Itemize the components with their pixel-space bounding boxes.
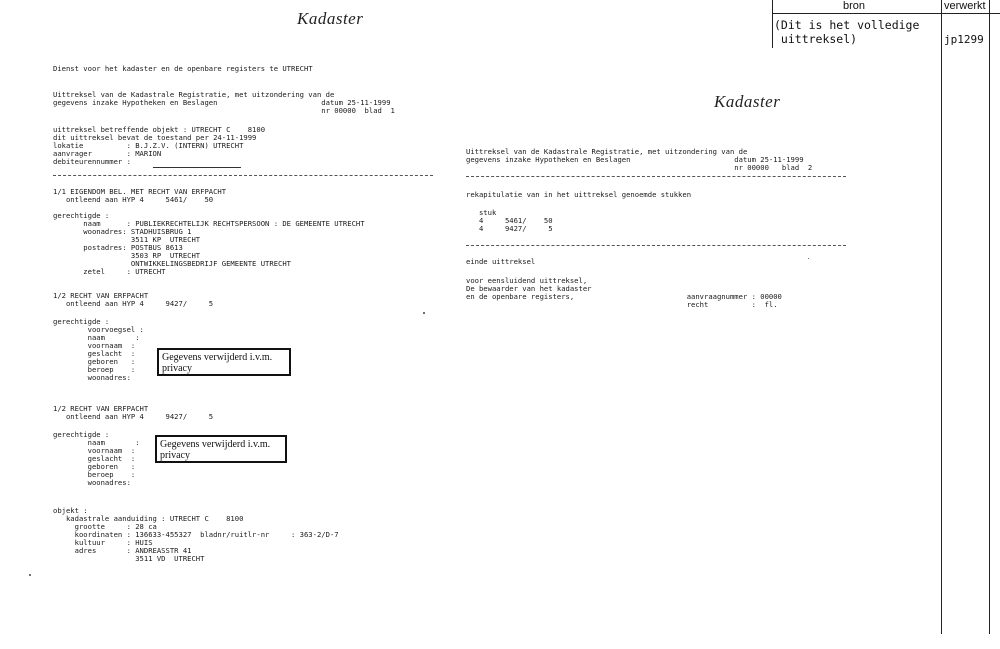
closing-block: voor eensluidend uittreksel, De bewaarder van het kadaster en de openbare registers, aanvraagnummer : 00000 recht : fl. (466, 276, 782, 309)
bron-note-line2: uittreksel) (774, 32, 858, 46)
separator-2 (466, 245, 846, 246)
title-line-2: gegevens inzake Hypotheken en Beslagen datum 25-11-1999 (466, 155, 804, 164)
debiteur-underline (153, 167, 241, 168)
privacy-redaction-1: Gegevens verwijderd i.v.m. privacy (157, 348, 291, 376)
section-2-header: 1/2 RECHT VAN ERFPACHT ontleend aan HYP 4 9427/ 5 (53, 291, 214, 308)
header-right-border (989, 0, 990, 634)
einde-uittreksel: einde uittreksel (466, 257, 536, 266)
service-line: Dienst voor het kadaster en de openbare registers te UTRECHT (53, 64, 313, 73)
title-line-3: nr 00000 blad 1 (53, 106, 395, 115)
recap-heading: rekapitulatie van in het uittreksel genoemde stukken (466, 190, 692, 199)
section-1-body: gerechtigde : naam : PUBLIEKRECHTELIJK RECHTSPERSOON : DE GEMEENTE UTRECHT woonadres: STADHUISBRUG 1 3511 KP UTRECHT postadres: POSTBUS 8613 3503 RP UTRECHT ONTWIKKELINGSBEDRIJF GEMEENTE UTRECHT zetel : UTRECHT (53, 211, 365, 276)
header-column-divider (941, 0, 942, 634)
section-3-body: gerechtigde : naam : voornaam : geslacht : geboren : beroep : woonadres: (53, 430, 140, 487)
separator-1 (53, 175, 433, 176)
bron-note-line1: (Dit is het volledige (774, 18, 920, 32)
kadaster-logo: Kadaster (297, 9, 364, 28)
stuk-list: stuk 4 5461/ 50 4 9427/ 5 (478, 208, 553, 233)
kadaster-logo: Kadaster (714, 92, 781, 111)
title-line-3: nr 00000 blad 2 (466, 163, 813, 172)
verwerkt-value: jp1299 (944, 33, 984, 46)
section-2-body: gerechtigde : voorvoegsel : naam : voornaam : geslacht : geboren : beroep : woonadres: (53, 317, 144, 382)
section-1-header: 1/1 EIGENDOM BEL. MET RECHT VAN ERFPACHT ontleend aan HYP 4 5461/ 50 (53, 187, 227, 204)
title-line-2: gegevens inzake Hypotheken en Beslagen datum 25-11-1999 (53, 98, 391, 107)
header-left-border (772, 0, 773, 48)
scan-speck (29, 574, 31, 576)
scan-speck (423, 312, 425, 314)
title-line-1: Uittreksel van de Kadastrale Registratie, met uitzondering van de (466, 147, 748, 156)
column-header-verwerkt: verwerkt (944, 0, 986, 12)
scan-speck (808, 258, 809, 259)
title-line-1: Uittreksel van de Kadastrale Registratie, met uitzondering van de (53, 90, 335, 99)
object-info-block: uittreksel betreffende objekt : UTRECHT C 8100 dit uittreksel bevat de toestand per 24-11-1999 lokatie : B.J.Z.V. (INTERN) UTRECHT aanvrager : MARION debiteurennummer : (53, 125, 266, 166)
header-top-rule (772, 13, 1000, 14)
privacy-redaction-2: Gegevens verwijderd i.v.m. privacy (155, 435, 287, 463)
section-3-header: 1/2 RECHT VAN ERFPACHT ontleend aan HYP 4 9427/ 5 (53, 404, 214, 421)
objekt-block: objekt : kadastrale aanduiding : UTRECHT C 8100 grootte : 28 ca koordinaten : 136633-455327 bladnr/ruitlr-nr : 363-2/D-7 kultuur : HUIS adres : ANDREASSTR 41 3511 VD UTRECHT (53, 506, 339, 563)
column-header-bron: bron (843, 0, 866, 12)
separator-1 (466, 176, 846, 177)
